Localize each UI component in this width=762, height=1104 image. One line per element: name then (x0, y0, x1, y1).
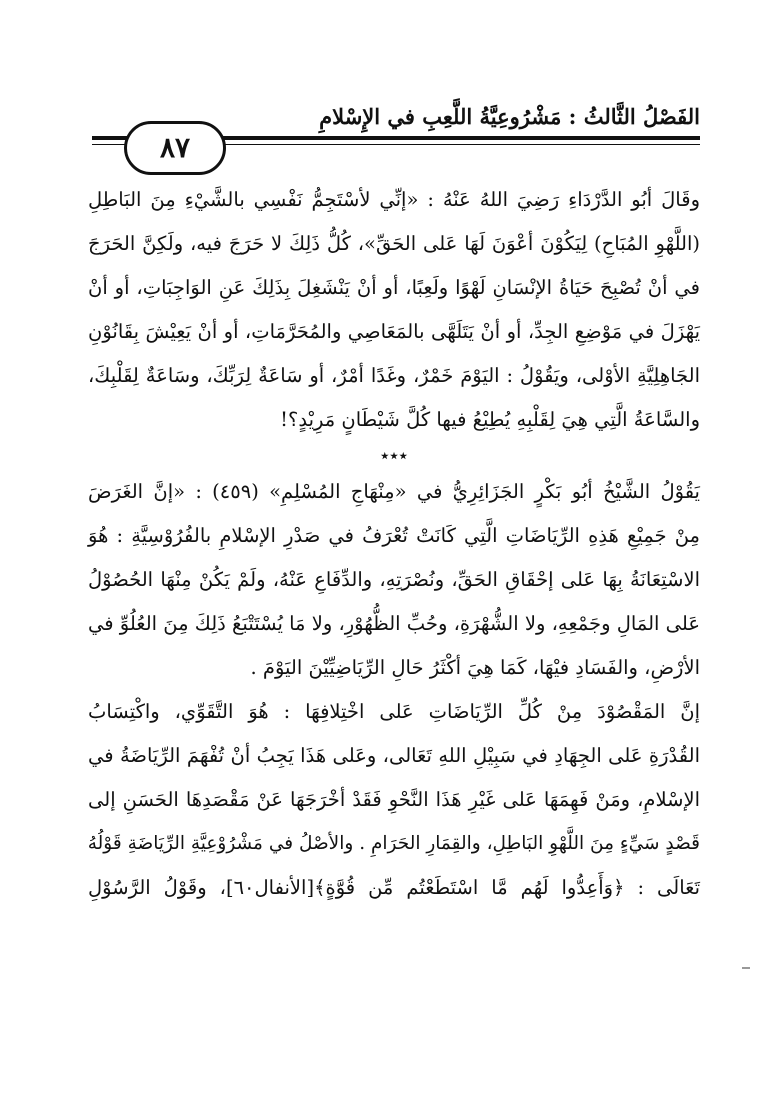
page-header (92, 104, 700, 184)
text-line: يَهْزَلَ في مَوْضِعِ الجِدِّ، أو أنْ يَتَلَهَّى بالمَعَاصِي والمُحَرَّمَاتِ، أو أنْ يَعِيْشَ بِقَانُوْنِ (88, 320, 700, 343)
text-line: الأرْضِ، والفَسَادِ فيْهَا، كَمَا هِيَ أكْثَرُ حَالِ الرِّيَاضِيِّيْنَ اليَوْمَ . (250, 656, 700, 679)
scan-mark (742, 967, 750, 969)
page-number: ٨٧ (124, 121, 226, 175)
body-text (88, 178, 700, 910)
text-line: في أنْ تُصْبِحَ حَيَاةُ الإنْسَانِ لَهْوًا ولَعِبًا، أو أنْ يَنْشَغِلَ بِذَلِكَ عَنِ الوَاجِبَاتِ، أو أنْ (88, 276, 700, 299)
text-line: مِنْ جَمِيْعِ هَذِهِ الرِّيَاضَاتِ الَّتِي كَانَتْ تُعْرَفُ في صَدْرِ الإسْلامِ بالفُرُوْسِيَّةِ : هُوَ (88, 524, 700, 547)
paragraph-jazairi (88, 470, 700, 690)
text-line: عَلى المَالِ وجَمْعِهِ، ولا الشُّهْرَةِ، وحُبِّ الظُّهُوْرِ، ولا مَا يُسْتَتْبَعُ ذَلِكَ مِنَ العُلُوِّ في (88, 612, 700, 635)
text-line: (اللَّهْوِ المُبَاحِ) لِيَكُوْنَ أعْوَنَ لَهَا عَلى الحَقِّ»، كُلُّ ذَلِكَ لا حَرَجَ فيه، ولَكِنَّ الحَرَجَ (88, 232, 700, 255)
section-separator: ٭٭٭ (380, 446, 408, 466)
text-line: الإسْلامِ، ومَنْ فَهِمَهَا عَلى غَيْرِ هَذَا النَّحْوِ فَقَدْ أخْرَجَهَا عَنْ مَقْصَدِهَا الحَسَنِ إلى (88, 788, 700, 811)
text-line: والسَّاعَةُ الَّتِي هِيَ لِقَلْبِهِ يُطِيْعُ فيها كُلَّ شَيْطَانٍ مَرِيْدٍ؟! (280, 408, 700, 431)
text-line: الاسْتِعَانَةُ بِهَا عَلى إحْقَاقِ الحَقِّ، ونُصْرَتِهِ، والدِّفَاعِ عَنْهُ، ولَمْ يَكُنْ مِنْهَا الحُصُوْلُ (88, 568, 700, 591)
text-line: يَقُوْلُ الشَّيْخُ أبُو بَكْرٍ الجَزَائِرِيُّ في «مِنْهَاجِ المُسْلِمِ» (٤٥٩) : «إنَّ الغَرَضَ (88, 480, 700, 503)
text-line: تَعَالَى : ﴿وَأَعِدُّوا لَهُم مَّا اسْتَطَعْتُم مِّن قُوَّةٍ﴾[الأنفال٦٠]، وقَوْلُ الرَّسُوْلِ (88, 876, 700, 899)
text-line: قَصْدٍ سَيِّءٍ مِنَ اللَّهْوِ البَاطِلِ، والقِمَارِ الحَرَامِ . والأصْلُ في مَشْرُوْعِيَّةِ الرِّيَاضَةِ قَوْلُهُ (87, 833, 700, 854)
text-line: إنَّ المَقْصُوْدَ مِنْ كُلِّ الرِّيَاضَاتِ عَلى اخْتِلافِهَا : هُوَ التَّقَوِّي، واكْتِسَابُ (88, 700, 700, 723)
text-line: القُدْرَةِ عَلى الجِهَادِ في سَبِيْلِ اللهِ تَعَالى، وعَلى هَذَا يَجِبُ أنْ تُفْهَمَ الرِّيَاضَةُ في (88, 744, 700, 767)
paragraph-abu-darda (88, 178, 700, 442)
paragraph-purpose (88, 690, 700, 910)
chapter-title: الفَصْلُ الثَّالثُ : مَشْرُوعِيَّةُ اللَّعِبِ في الإِسْلامِ (319, 104, 700, 129)
text-line: وقَالَ أبُو الدَّرْدَاءِ رَضِيَ اللهُ عَنْهُ : «إنِّي لأسْتَجِمُّ نَفْسِي بالشَّيْءِ مِنَ البَاطِلِ (88, 188, 700, 211)
text-line: الجَاهِلِيَّةِ الأوْلى، ويَقُوْلُ : اليَوْمَ خَمْرٌ، وغَدًا أمْرٌ، أو سَاعَةٌ لِرَبِّكَ، وسَاعَةٌ لِقَلْبِكَ، (88, 364, 700, 387)
